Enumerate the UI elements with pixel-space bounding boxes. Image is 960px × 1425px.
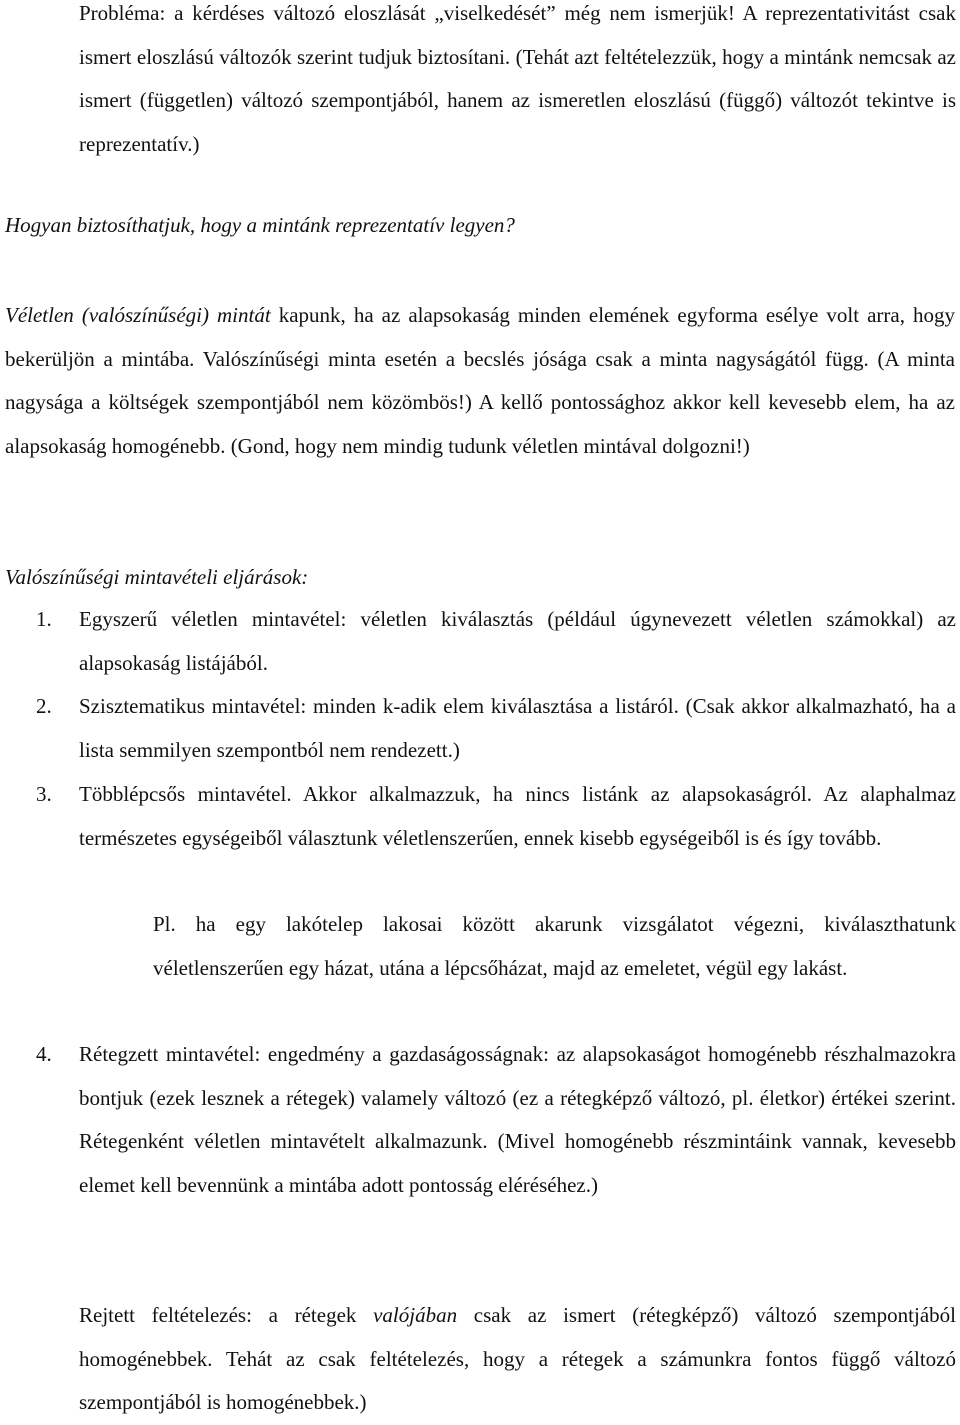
list-item-text: Egyszerű véletlen mintavétel: véletlen kiválasztás (például úgynevezett véletlen számokkal) az alapsokaság listájából.	[79, 607, 956, 675]
section-heading-methods: Valószínűségi mintavételi eljárások:	[5, 565, 309, 589]
list-number: 1.	[36, 607, 52, 631]
list-number: 3.	[36, 782, 52, 806]
hidden-assumption-paragraph	[79, 1294, 956, 1425]
intro-paragraph: Probléma: a kérdéses változó eloszlását „viselkedését” még nem ismerjük! A reprezentativitást csak ismert eloszlású változók szerint tudjuk biztosítani. (Tehát azt feltételezzük, hogy a mintánk nemcsak az ismert (független) változó szempontjából, hanem az ismeretlen eloszlású (függő) változót tekintve is reprezentatív.)	[79, 1, 956, 156]
final-text-after: csak az ismert (rétegképző) változó szempontjából homogénebbek. Tehát az csak feltételezés, hogy a rétegek a számunkra fontos függő változó szempontjából is homogénebbek.)	[79, 1303, 956, 1414]
final-emphasis: valójában	[373, 1303, 458, 1327]
random-sample-paragraph	[5, 294, 955, 468]
example-paragraph: Pl. ha egy lakótelep lakosai között akarunk vizsgálatot végezni, kiválaszthatunk véletlenszerűen egy házat, utána a lépcsőházat, majd az emeletet, végül egy lakást.	[153, 912, 956, 980]
list-number: 4.	[36, 1042, 52, 1066]
list-item-text: Rétegzett mintavétel: engedmény a gazdaságosságnak: az alapsokaságot homogénebb részhalmazokra bontjuk (ezek lesznek a rétegek) valamely változó (ez a rétegképző változó, pl. életkor) értékei szerint. Rétegenként véletlen mintavételt alkalmazunk. (Mivel homogénebb részmintáink vannak, kevesebb elemet kell bevennünk a mintába adott pontosság eléréséhez.)	[79, 1042, 956, 1197]
random-sample-text: kapunk, ha az alapsokaság minden elemének egyforma esélye volt arra, hogy bekerüljön a mintába. Valószínűségi minta esetén a becslés jósága csak a minta nagyságától függ. (A minta nagysága a költségek szempontjából nem közömbös!) A kellő pontossághoz akkor kell kevesebb elem, ha az alapsokaság homogénebb. (Gond, hogy nem mindig tudunk véletlen mintával dolgozni!)	[5, 303, 955, 458]
list-item-text: Szisztematikus mintavétel: minden k-adik elem kiválasztása a listáról. (Csak akkor alkalmazható, ha a lista semmilyen szempontból nem rendezett.)	[79, 694, 956, 762]
section-heading-representative: Hogyan biztosíthatjuk, hogy a mintánk reprezentatív legyen?	[5, 213, 515, 237]
final-text-before: Rejtett feltételezés: a rétegek	[79, 1303, 374, 1327]
list-number: 2.	[36, 694, 52, 718]
random-sample-term: Véletlen (valószínűségi) mintát	[5, 303, 271, 327]
list-item-text: Többlépcsős mintavétel. Akkor alkalmazzuk, ha nincs listánk az alapsokaságról. Az alaphalmaz természetes egységeiből választunk véletlenszerűen, ennek kisebb egységeiből is és így tovább.	[79, 782, 956, 850]
